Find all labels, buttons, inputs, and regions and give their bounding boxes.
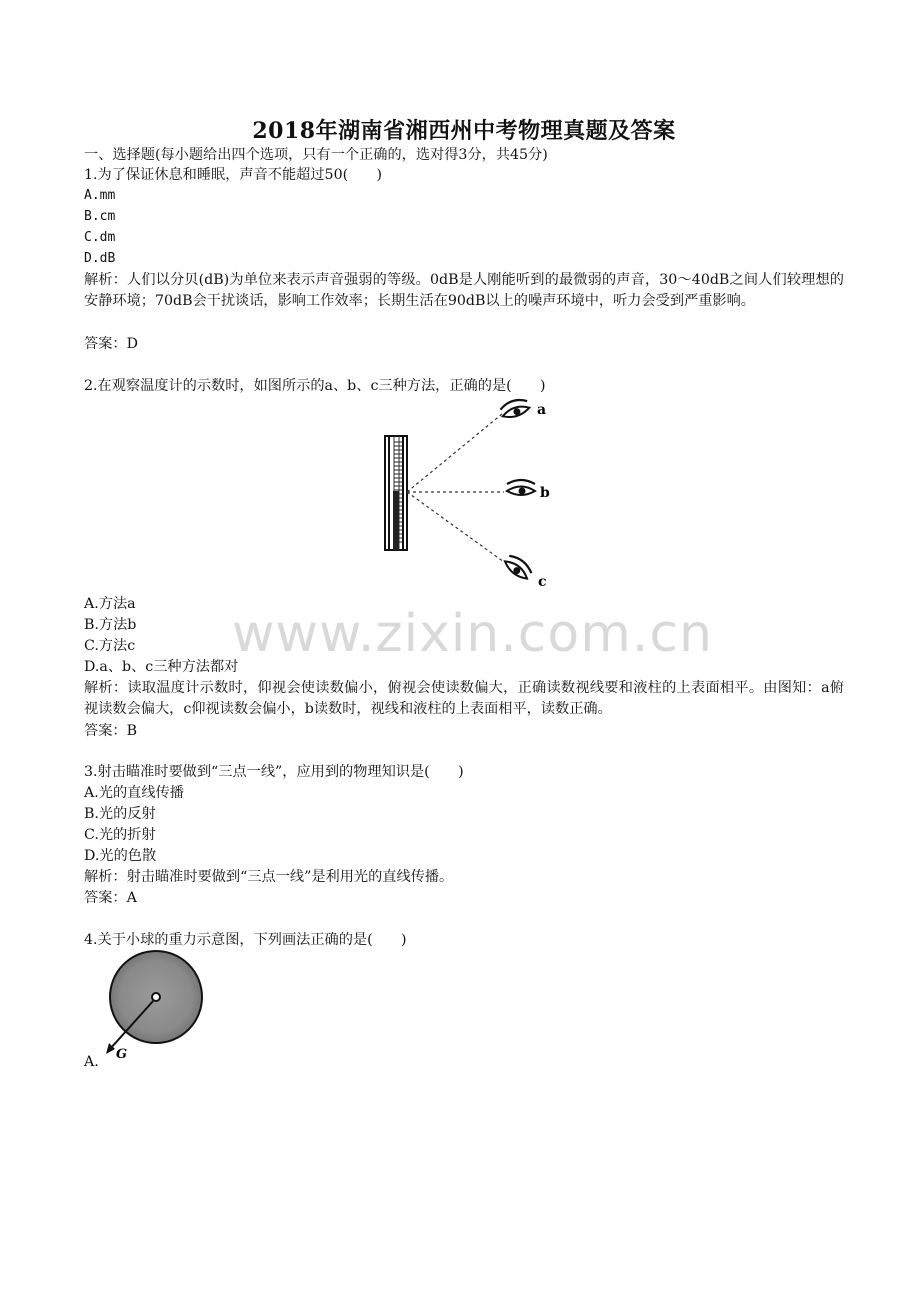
section-heading: 一、选择题(每小题给出四个选项，只有一个正确的，选对得3分，共45分): [84, 147, 548, 163]
q3-answer: 答案：A: [84, 890, 137, 906]
q3-stem: 3.射击瞄准时要做到“三点一线”，应用到的物理知识是( ): [84, 764, 464, 780]
q2-analysis: 解析：读取温度计示数时，仰视会使读数偏小，俯视会使读数偏大，正确读数视线要和液柱的上表面相平。由图知：a俯视读数会偏大，c仰视读数会偏小，b读数时，视线和液柱的上表面相平，读数正确。: [84, 680, 844, 717]
page-title: 2018年湖南省湘西州中考物理真题及答案: [252, 118, 676, 144]
q2-option-c: C.方法c: [84, 638, 136, 654]
q4-option-a: A.: [84, 1054, 99, 1070]
q2-option-a: A.方法a: [84, 596, 136, 612]
eye-icon-a: [499, 398, 530, 420]
q3-option-b: B.光的反射: [84, 806, 156, 822]
label-a: a: [537, 402, 547, 418]
eye-icon-c: [503, 553, 534, 582]
q2-option-d: D.a、b、c三种方法都对: [84, 659, 239, 675]
q1-option-b: B.cm: [84, 209, 116, 224]
liquid-column: [393, 491, 399, 550]
gravity-label: G: [116, 1047, 128, 1062]
label-c: c: [538, 574, 547, 590]
label-b: b: [540, 485, 550, 501]
q4-stem: 4.关于小球的重力示意图，下列画法正确的是( ): [84, 932, 407, 948]
q1-stem: 1.为了保证休息和睡眠，声音不能超过50( ): [84, 167, 383, 183]
q3-option-d: D.光的色散: [84, 848, 157, 864]
watermark: www.zixin.com.cn: [232, 604, 713, 664]
q2-stem: 2.在观察温度计的示数时，如图所示的a、b、c三种方法，正确的是( ): [84, 378, 546, 394]
q1-answer: 答案：D: [84, 336, 138, 352]
q3-analysis: 解析：射击瞄准时要做到“三点一线”是利用光的直线传播。: [84, 869, 454, 885]
q3-option-c: C.光的折射: [84, 827, 156, 843]
q3-option-a: A.光的直线传播: [84, 785, 184, 801]
ball-gravity-figure: [100, 950, 210, 1068]
q1-option-c: C.dm: [84, 230, 116, 245]
q2-answer: 答案：B: [84, 723, 137, 739]
sight-line-a: [407, 414, 502, 492]
q1-option-a: A.mm: [84, 188, 116, 203]
eye-icon-b: [507, 480, 535, 495]
thermometer-figure: [380, 398, 550, 592]
q1-analysis: 解析：人们以分贝(dB)为单位来表示声音强弱的等级。0dB是人刚能听到的最微弱的声音，30～40dB之间人们较理想的安静环境；70dB会干扰谈话，影响工作效率；长期生活在90dB以上的噪声环境中，听力会受到严重影响。: [84, 272, 844, 309]
q2-option-b: B.方法b: [84, 617, 137, 633]
q1-option-d: D.dB: [84, 251, 116, 266]
sight-line-c: [407, 492, 504, 562]
